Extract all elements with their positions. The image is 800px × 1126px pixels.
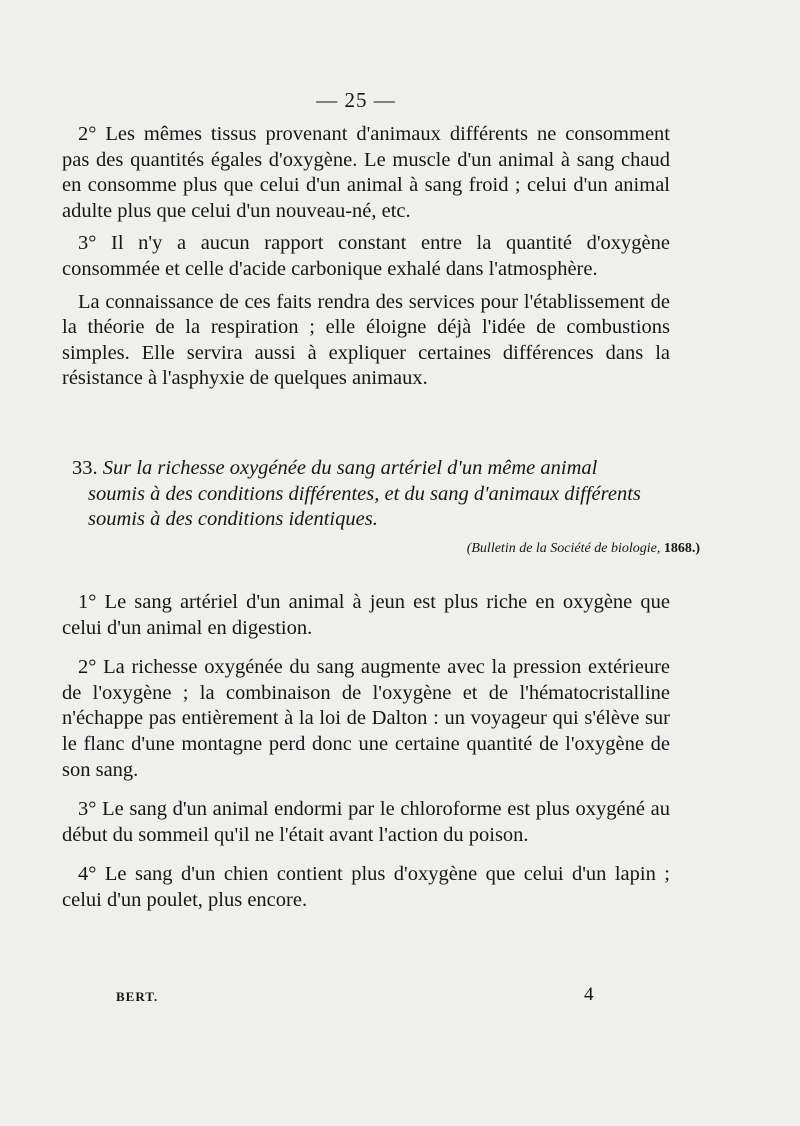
paragraph: 1° Le sang artériel d'un animal à jeun est plus riche en oxygène que celui d'un animal en digestion. [62,591,670,639]
footer-sheet-number: 4 [584,984,594,1005]
paragraph: 2° Les mêmes tissus provenant d'animaux différents ne consomment pas des quantités égales d'oxygène. Le muscle d'un animal à sang chaud en consomme plus que celui d'un animal à sang froid ; celui d'un animal adulte plus que celui d'un nouveau-né, etc. [62,123,670,222]
paragraph: La connaissance de ces faits rendra des services pour l'établissement de la théorie de la respiration ; elle éloigne déjà l'idée de combustions simples. Elle servira aussi à expliquer certaines différences dans la résistance à l'asphyxie de quelques animaux. [62,290,670,390]
footer-signature: BERT. [116,989,159,1004]
section-number: 33. [72,457,98,479]
paragraph: 2° La richesse oxygénée du sang augmente avec la pression extérieure de l'oxygène ; la combinaison de l'oxygène et de l'hématocristalline n'échappe pas entièrement à la loi de Dalton : un voyageur qui s'élève sur le flanc d'une montagne perd donc une certaine quantité de l'oxygène de son sang. [62,656,670,781]
paragraph: 4° Le sang d'un chien contient plus d'oxygène que celui d'un lapin ; celui d'un poulet, plus encore. [62,863,670,911]
section-33-heading [72,456,672,533]
paragraph: 3° Il n'y a aucun rapport constant entre la quantité d'oxygène consommée et celle d'acide carbonique exhalé dans l'atmosphère. [62,232,670,280]
section-title-line: soumis à des conditions identiques. [88,508,378,531]
section-title-line: soumis à des conditions différentes, et du sang d'animaux différents [88,482,641,505]
section-title-line: Sur la richesse oxygénée du sang artériel d'un même animal [102,457,598,479]
paragraph: 3° Le sang d'un animal endormi par le chloroforme est plus oxygéné au début du sommeil qu'il ne l'était avant l'action du poison. [62,798,670,846]
citation [0,541,700,557]
section-1-text [62,122,670,392]
citation-year: 1868.) [663,541,700,556]
section-33-text [62,590,670,914]
citation-source: (Bulletin de la Société de biologie, [466,541,661,556]
page-number: — 25 — [316,88,396,112]
